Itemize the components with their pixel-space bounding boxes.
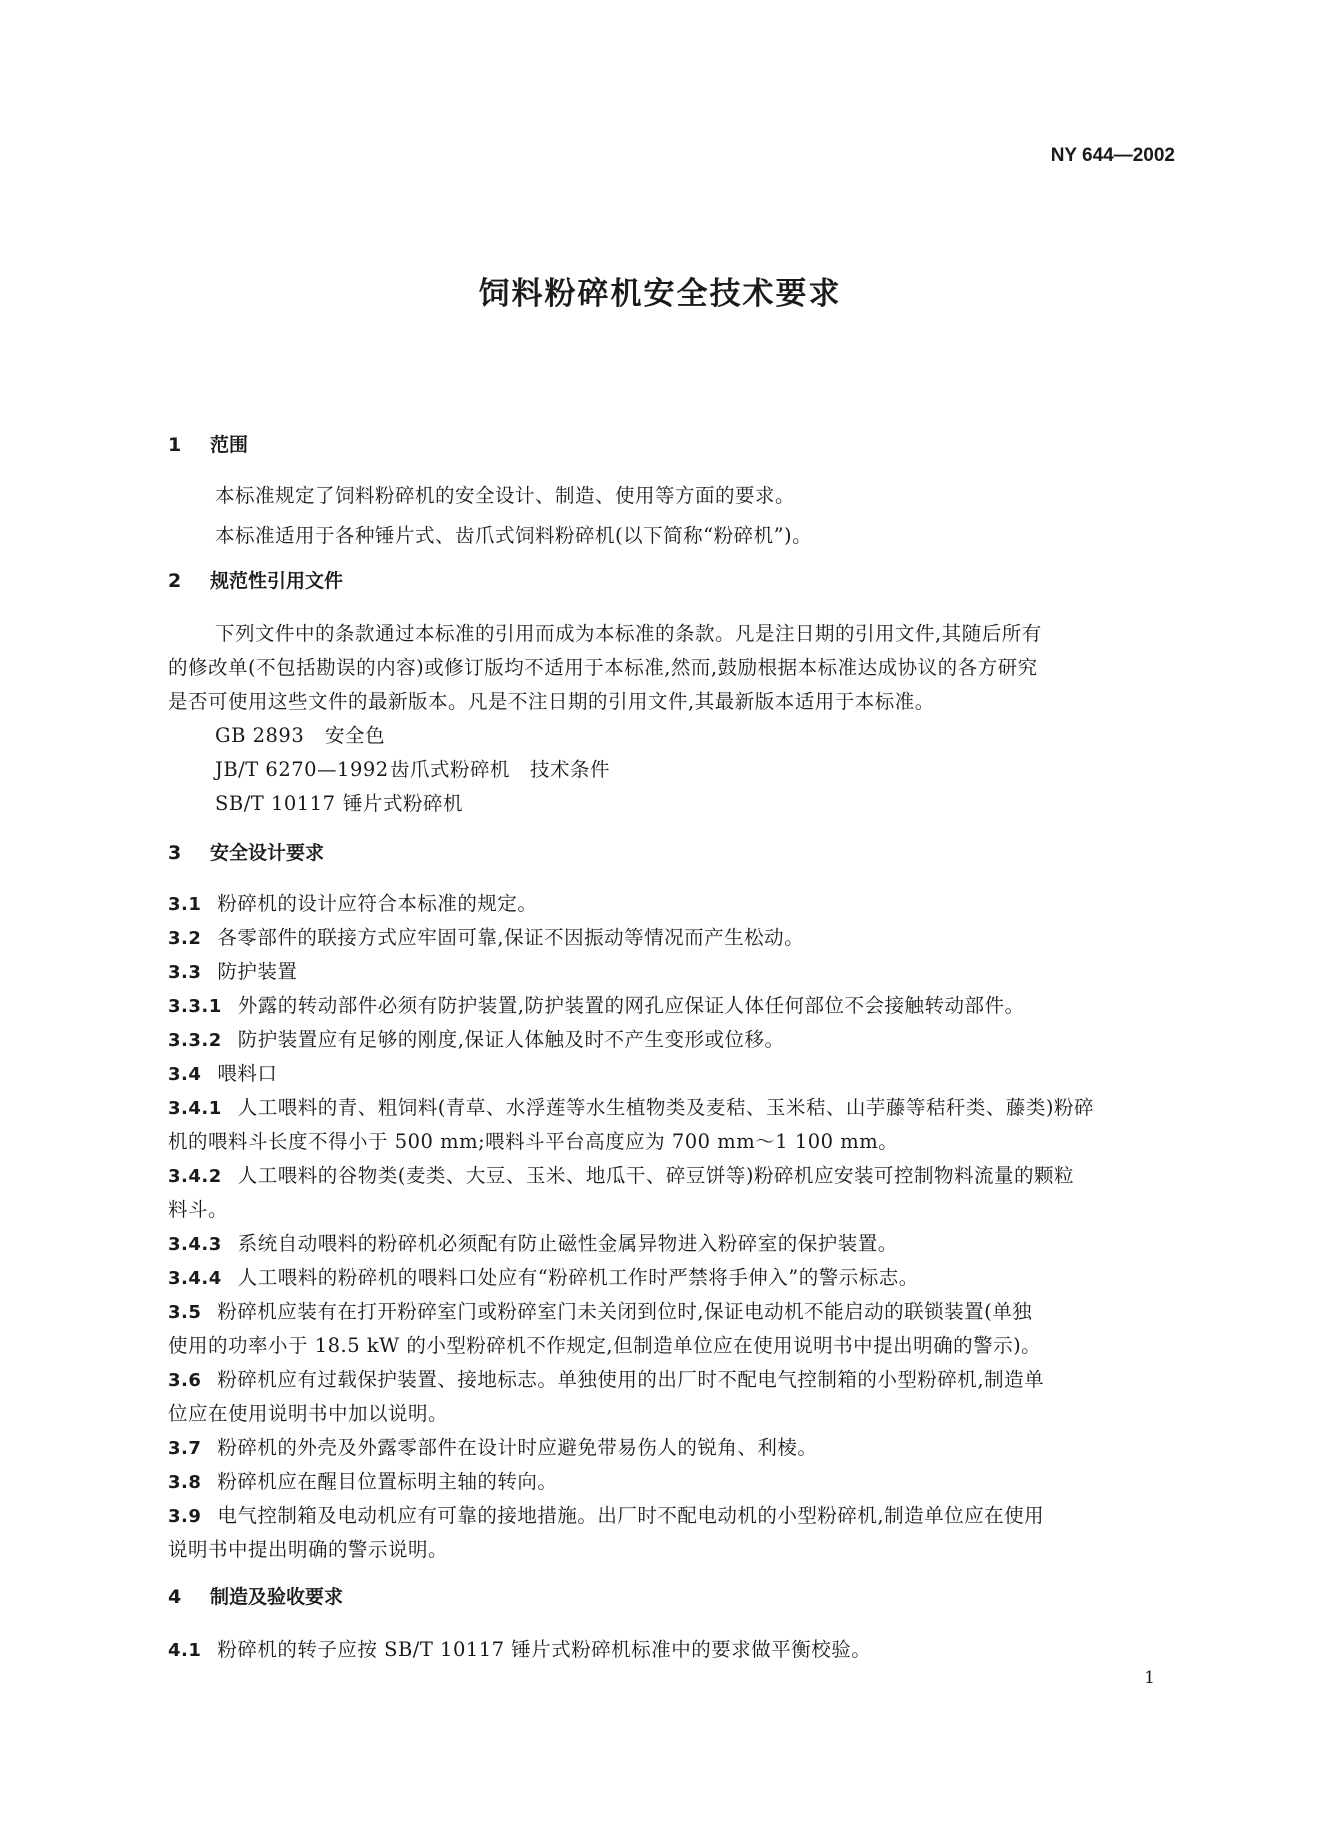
clause-text: 系统自动喂料的粉碎机必须配有防止磁性金属异物进入粉碎室的保护装置。 <box>237 1232 898 1255</box>
clause-text: 人工喂料的谷物类(麦类、大豆、玉米、地瓜干、碎豆饼等)粉碎机应安装可控制物料流量的颗粒 <box>237 1164 1074 1187</box>
clause-number: 3.9 <box>168 1506 202 1527</box>
clause-number: 3.7 <box>168 1438 202 1459</box>
clause-continuation <box>168 1330 1041 1358</box>
paragraph: 本标准适用于各种锤片式、齿爪式饲料粉碎机(以下简称“粉碎机”)。 <box>215 524 813 547</box>
clause-number: 3.4 <box>168 1064 202 1085</box>
clause-number: 3.4.2 <box>168 1166 222 1187</box>
section-title: 规范性引用文件 <box>210 570 344 592</box>
paragraph-line: 的修改单(不包括勘误的内容)或修订版均不适用于本标准,然而,鼓励根据本标准达成协议的各方研究 <box>168 656 1038 679</box>
clause-text: 人工喂料的青、粗饲料(青草、水浮莲等水生植物类及麦秸、玉米秸、山芋藤等秸秆类、藤类)粉碎 <box>237 1096 1094 1119</box>
reference-name: 安全色 <box>325 724 386 747</box>
section-number: 1 <box>168 434 182 456</box>
clause-text: 粉碎机应装有在打开粉碎室门或粉碎室门未关闭到位时,保证电动机不能启动的联锁装置(单独 <box>217 1300 1033 1323</box>
clause <box>168 1092 1094 1120</box>
clause-text: 粉碎机的外壳及外露零部件在设计时应避免带易伤人的锐角、利棱。 <box>217 1436 818 1459</box>
clause-number: 3.3.2 <box>168 1030 222 1051</box>
clause <box>168 990 1024 1018</box>
clause-number: 3.4.4 <box>168 1268 222 1289</box>
clause-number: 3.3 <box>168 962 202 983</box>
reference-item <box>215 788 463 816</box>
section-heading-safety-design <box>168 838 324 865</box>
clause-number: 3.5 <box>168 1302 202 1323</box>
clause-number: 4.1 <box>168 1640 202 1661</box>
clause-continuation <box>168 1534 448 1562</box>
reference-code: JB/T 6270—1992 <box>215 758 389 781</box>
section-heading-manufacturing <box>168 1582 343 1609</box>
clause-continuation <box>168 1398 448 1426</box>
clause-number: 3.4.3 <box>168 1234 222 1255</box>
clause <box>168 1024 784 1052</box>
reference-code: GB 2893 <box>215 724 305 747</box>
standard-number: NY 644—2002 <box>1050 145 1175 166</box>
reference-item <box>215 754 610 782</box>
section-number: 4 <box>168 1586 182 1608</box>
clause-text: 防护装置应有足够的刚度,保证人体触及时不产生变形或位移。 <box>237 1028 785 1051</box>
clause-text: 外露的转动部件必须有防护装置,防护装置的网孔应保证人体任何部位不会接触转动部件。 <box>237 994 1025 1017</box>
clause-text: 位应在使用说明书中加以说明。 <box>168 1402 449 1425</box>
clause <box>168 1500 1044 1528</box>
clause-number: 3.8 <box>168 1472 202 1493</box>
clause-text: 粉碎机应在醒目位置标明主轴的转向。 <box>217 1470 558 1493</box>
clause <box>168 1160 1074 1188</box>
clause-text: 粉碎机应有过载保护装置、接地标志。单独使用的出厂时不配电气控制箱的小型粉碎机,制造单 <box>217 1368 1045 1391</box>
clause-text: 电气控制箱及电动机应有可靠的接地措施。出厂时不配电动机的小型粉碎机,制造单位应在使用 <box>217 1504 1045 1527</box>
clause-number: 3.4.1 <box>168 1098 222 1119</box>
clause-text: 粉碎机的转子应按 SB/T 10117 锤片式粉碎机标准中的要求做平衡校验。 <box>217 1638 872 1661</box>
clause-text: 粉碎机的设计应符合本标准的规定。 <box>217 892 538 915</box>
clause <box>168 1466 557 1494</box>
clause <box>168 1634 871 1662</box>
reference-name: 齿爪式粉碎机 技术条件 <box>390 758 611 781</box>
clause-number: 3.1 <box>168 894 202 915</box>
section-heading-references <box>168 566 343 593</box>
section-number: 2 <box>168 570 182 592</box>
clause <box>168 1364 1044 1392</box>
clause-text: 防护装置 <box>217 960 298 983</box>
paragraph: 本标准规定了饲料粉碎机的安全设计、制造、使用等方面的要求。 <box>215 484 796 507</box>
clause-text: 人工喂料的粉碎机的喂料口处应有“粉碎机工作时严禁将手伸入”的警示标志。 <box>237 1266 919 1289</box>
reference-name: 锤片式粉碎机 <box>343 792 464 815</box>
clause-text: 机的喂料斗长度不得小于 500 mm;喂料斗平台高度应为 700 mm～1 100 mm。 <box>168 1130 899 1153</box>
page-number: 1 <box>1144 1668 1155 1688</box>
clause <box>168 1262 919 1290</box>
clause <box>168 1058 277 1086</box>
clause <box>168 1228 898 1256</box>
section-heading-scope <box>168 430 248 457</box>
clause-text: 喂料口 <box>217 1062 278 1085</box>
clause <box>168 922 804 950</box>
section-title: 范围 <box>210 434 249 456</box>
clause <box>168 956 297 984</box>
paragraph-line: 是否可使用这些文件的最新版本。凡是不注日期的引用文件,其最新版本适用于本标准。 <box>168 690 935 713</box>
clause-number: 3.6 <box>168 1370 202 1391</box>
clause-text: 各零部件的联接方式应牢固可靠,保证不因振动等情况而产生松动。 <box>217 926 805 949</box>
clause <box>168 1296 1032 1324</box>
paragraph-line: 下列文件中的条款通过本标准的引用而成为本标准的条款。凡是注日期的引用文件,其随后所有 <box>215 622 1042 645</box>
section-number: 3 <box>168 842 182 864</box>
clause-continuation <box>168 1126 898 1154</box>
clause <box>168 888 537 916</box>
clause-number: 3.3.1 <box>168 996 222 1017</box>
clause-text: 使用的功率小于 18.5 kW 的小型粉碎机不作规定,但制造单位应在使用说明书中提出明确的警示)。 <box>168 1334 1042 1357</box>
section-title: 安全设计要求 <box>210 842 325 864</box>
clause-text: 说明书中提出明确的警示说明。 <box>168 1538 449 1561</box>
clause <box>168 1432 817 1460</box>
clause-number: 3.2 <box>168 928 202 949</box>
clause-text: 料斗。 <box>168 1198 229 1221</box>
reference-code: SB/T 10117 <box>215 792 336 815</box>
reference-item <box>215 720 385 748</box>
document-title: 饲料粉碎机安全技术要求 <box>478 276 842 312</box>
clause-continuation <box>168 1194 228 1222</box>
section-title: 制造及验收要求 <box>210 1586 344 1608</box>
